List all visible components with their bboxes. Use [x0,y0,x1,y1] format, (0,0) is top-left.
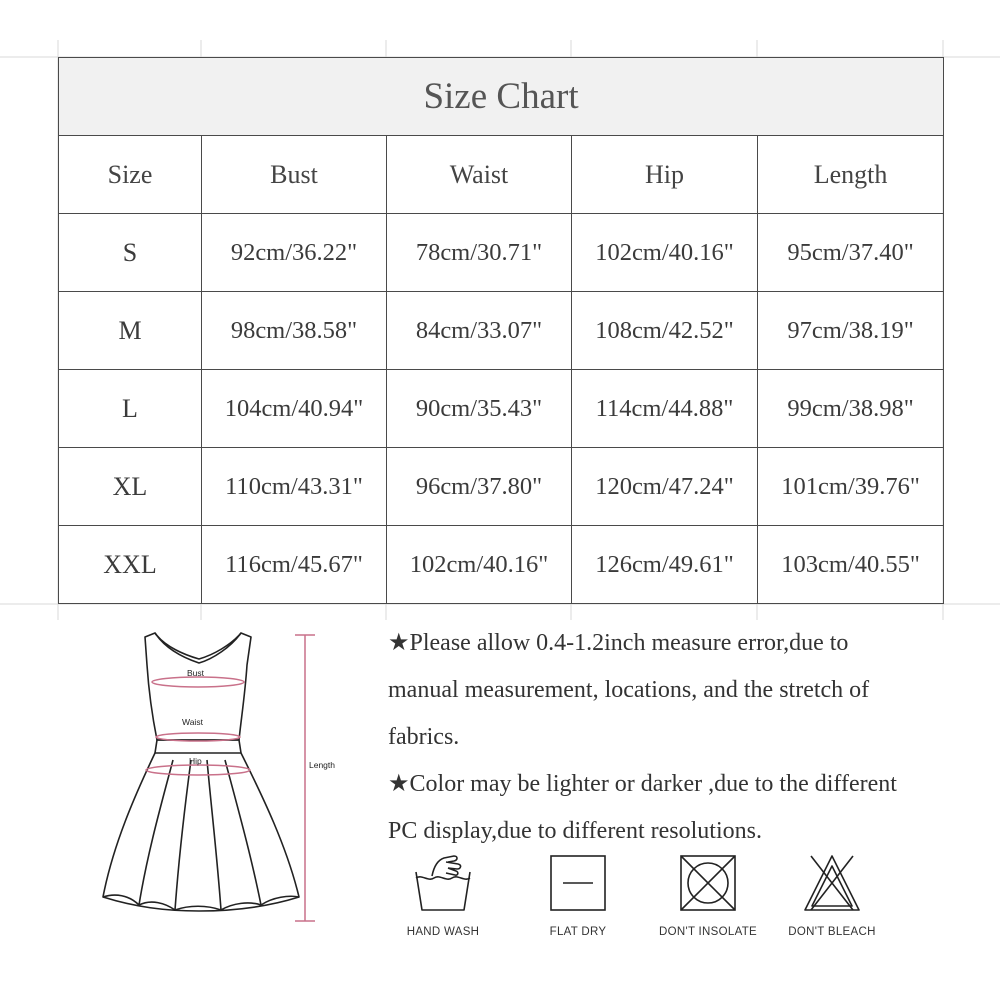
hand-wash-icon [408,852,478,914]
length-cell: 99cm/38.98" [758,370,944,448]
column-header-waist: Waist [387,136,572,214]
length-cell: 101cm/39.76" [758,448,944,526]
size-cell: XL [59,448,202,526]
hip-cell: 114cm/44.88" [572,370,758,448]
color-note: ★Color may be lighter or darker ,due to the different PC display,due to different resolutions. [388,771,897,844]
care-label: HAND WASH [406,926,480,938]
length-cell: 95cm/37.40" [758,214,944,292]
waist-cell: 102cm/40.16" [387,526,572,604]
dont-tumble-dry-icon [673,852,743,914]
waist-label: Waist [182,717,203,727]
hip-cell: 120cm/47.24" [572,448,758,526]
care-dont-bleach [777,852,887,938]
table-row [59,292,944,370]
care-hand-wash [388,852,498,938]
care-label: FLAT DRY [549,926,607,938]
waist-cell: 84cm/33.07" [387,292,572,370]
dont-bleach-icon [797,852,867,914]
length-cell: 103cm/40.55" [758,526,944,604]
bust-label: Bust [187,668,205,678]
size-cell: XXL [59,526,202,604]
notes-section [388,620,988,855]
bust-cell: 98cm/38.58" [202,292,387,370]
header-row [59,136,944,214]
care-dont-insolate [653,852,763,938]
hip-cell: 126cm/49.61" [572,526,758,604]
hip-cell: 108cm/42.52" [572,292,758,370]
waist-cell: 96cm/37.80" [387,448,572,526]
length-cell: 97cm/38.19" [758,292,944,370]
column-header-bust: Bust [202,136,387,214]
table-row [59,526,944,604]
hip-label: Hip [189,756,202,766]
size-cell: L [59,370,202,448]
flat-dry-icon [543,852,613,914]
column-header-hip: Hip [572,136,758,214]
table-row [59,370,944,448]
table-row [59,448,944,526]
care-label: DON'T BLEACH [788,926,876,938]
bust-cell: 110cm/43.31" [202,448,387,526]
size-chart-table [58,57,944,604]
hip-cell: 102cm/40.16" [572,214,758,292]
care-flat-dry [523,852,633,938]
measure-error-note: ★Please allow 0.4-1.2inch measure error,due to manual measurement, locations, and the stretch of fabrics. [388,630,870,750]
table-row [59,214,944,292]
column-header-size: Size [59,136,202,214]
chart-title: Size Chart [59,58,944,136]
bust-cell: 92cm/36.22" [202,214,387,292]
waist-cell: 90cm/35.43" [387,370,572,448]
size-cell: M [59,292,202,370]
waist-cell: 78cm/30.71" [387,214,572,292]
length-label: Length [309,760,335,770]
bust-cell: 104cm/40.94" [202,370,387,448]
size-cell: S [59,214,202,292]
dress-diagram [95,625,355,935]
bust-cell: 116cm/45.67" [202,526,387,604]
care-label: DON'T INSOLATE [659,926,757,938]
column-header-length: Length [758,136,944,214]
